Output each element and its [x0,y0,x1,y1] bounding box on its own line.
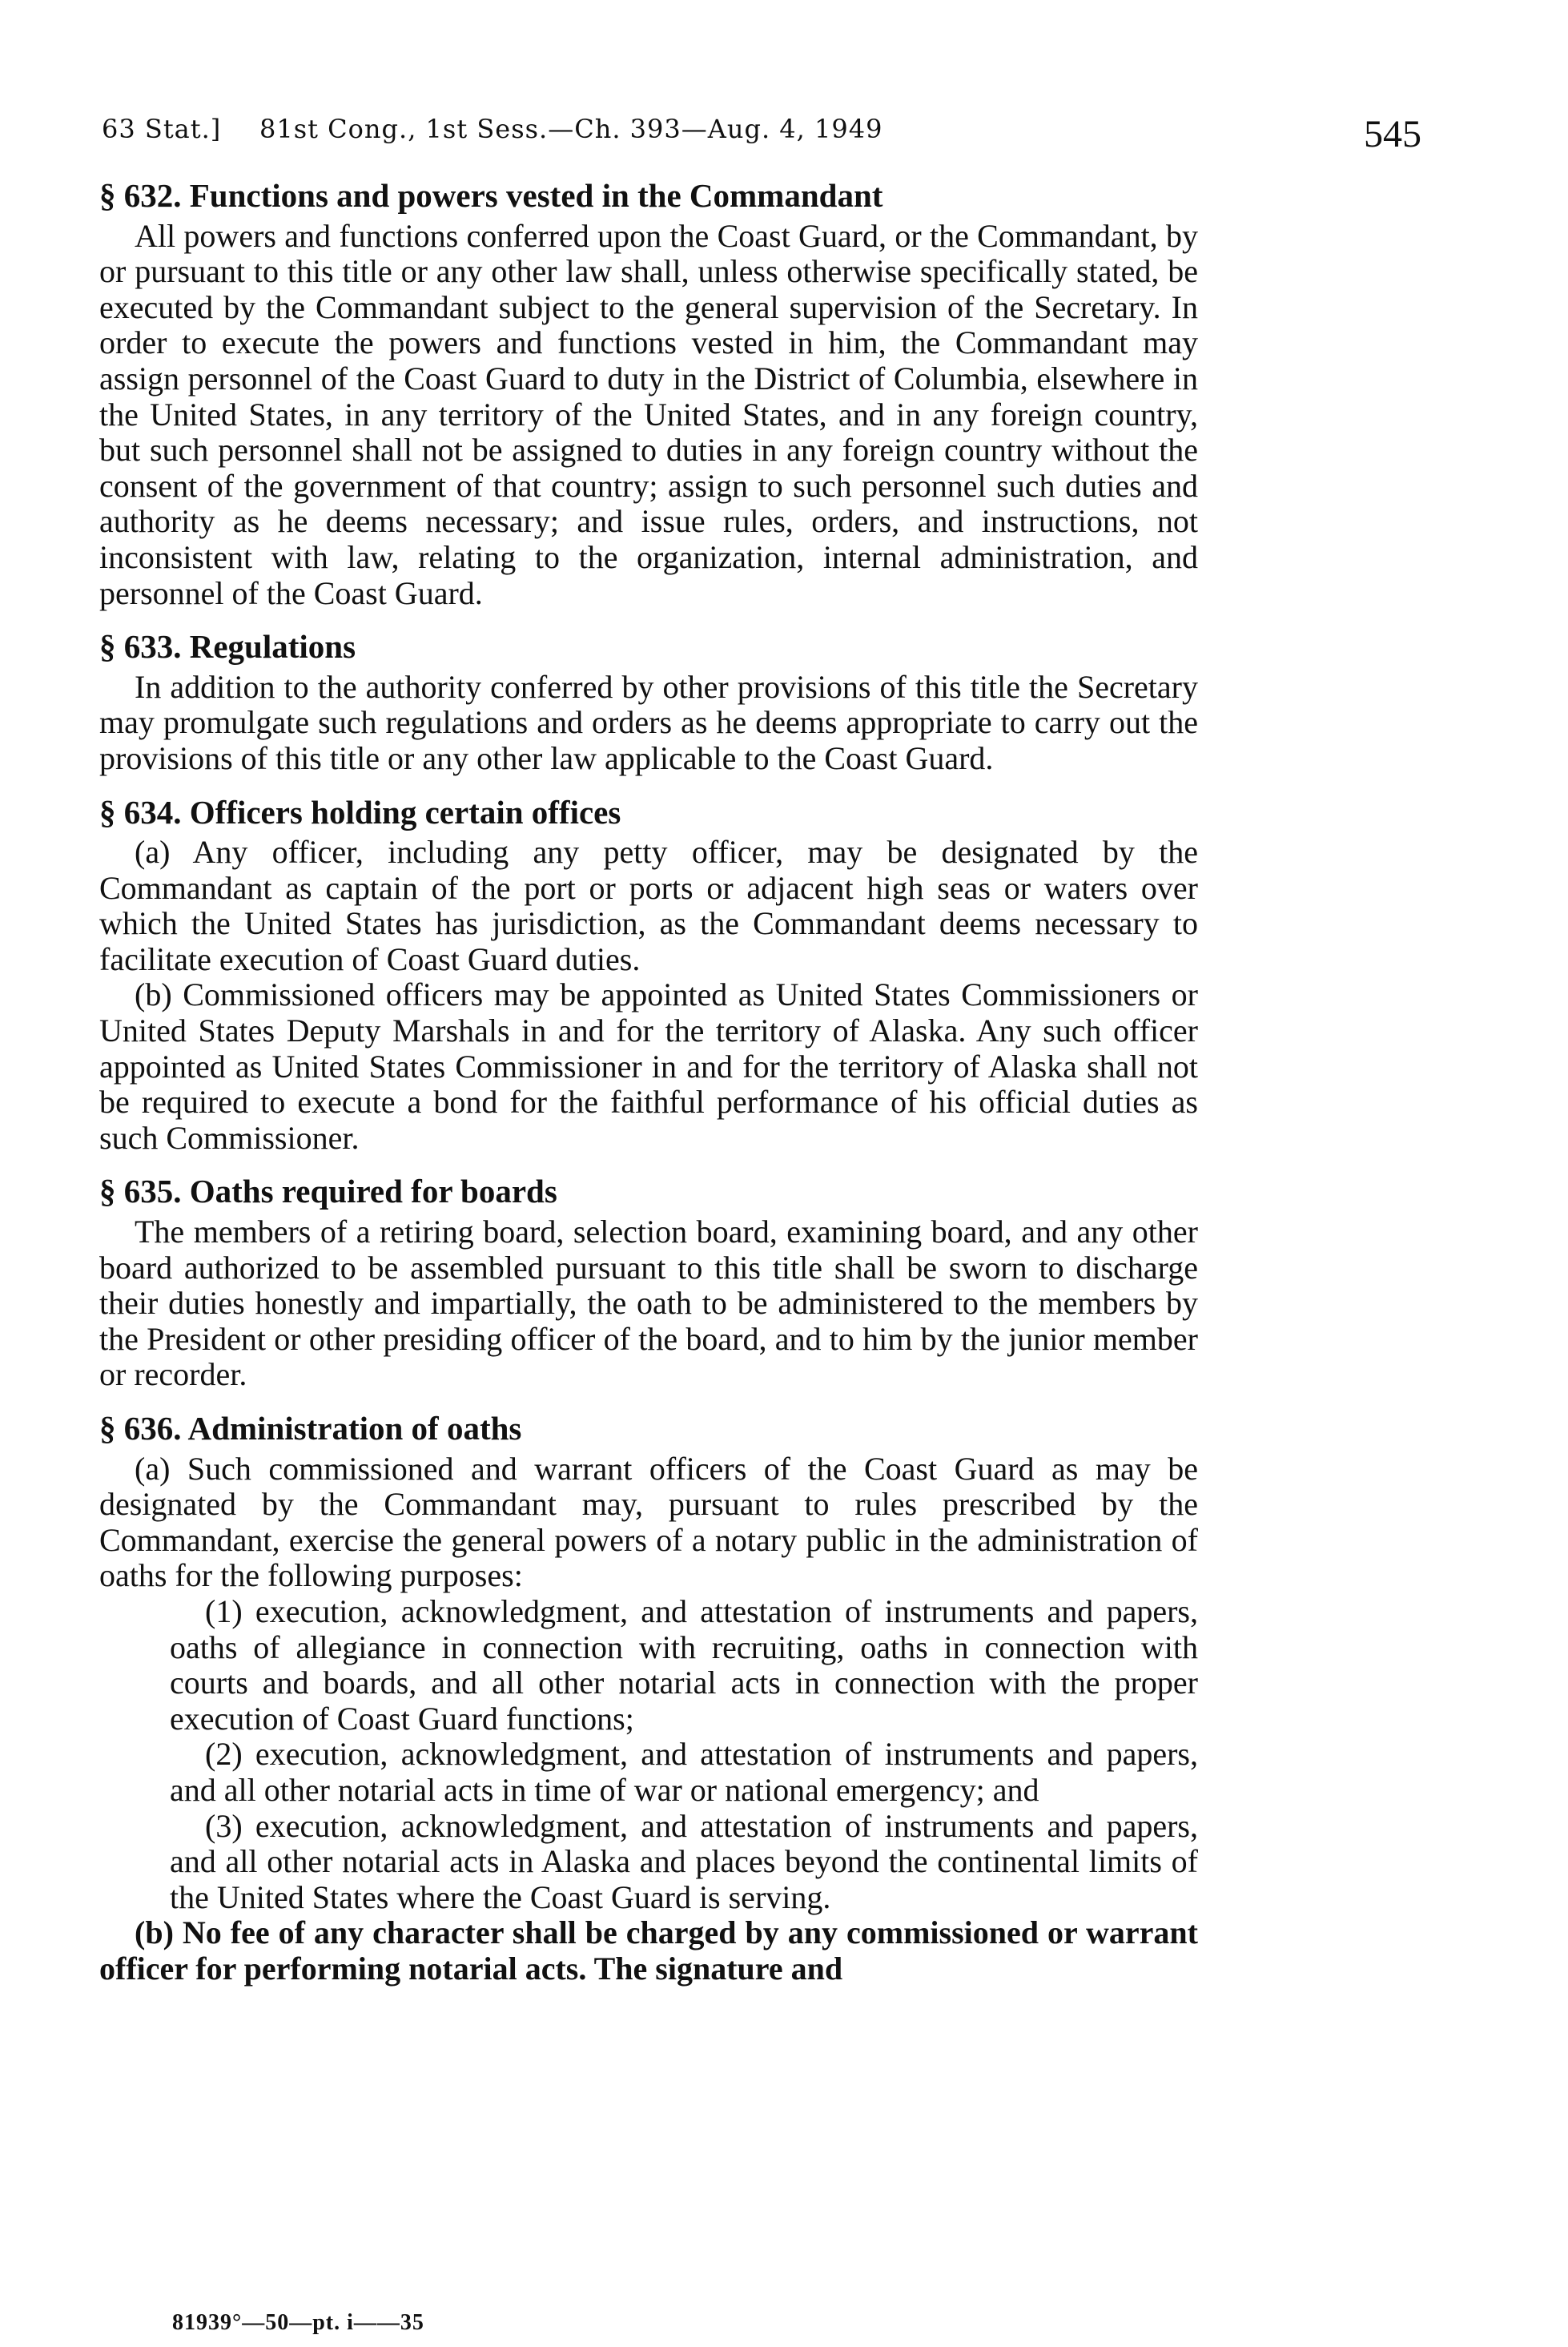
paragraph: In addition to the authority conferred by other provisions of this title the Secretary may promulgate such regulations and orders as he deems appropriate to carry out the provisions of this title or any other law applicable to the Coast Guard. [99,668,1198,776]
subsection-a: (a) Any officer, including any petty officer, may be designated by the Commandant as captain of the port or ports or adjacent high seas or waters over which the United States has jurisdiction, as the Commandant deems necessary to facilitate execution of Coast Guard duties. [99,834,1198,977]
section-heading: § 634. Officers holding certain offices [99,793,621,831]
section-634 [99,795,1198,1157]
section-heading: § 632. Functions and powers vested in the Commandant [99,177,883,214]
subsection-b: (b) No fee of any character shall be charged by any commissioned or warrant officer for performing notarial acts. The signature and [99,1914,1198,1987]
clause-2: (2) execution, acknowledgment, and attestation of instruments and papers, and all other notarial acts in time of war or national emergency; and [170,1736,1198,1808]
section-heading: § 635. Oaths required for boards [99,1173,557,1210]
page-number: 545 [1364,113,1421,155]
section-636 [99,1411,1198,1987]
paragraph: The members of a retiring board, selection board, examining board, and any other board authorized to be assembled pursuant to this title shall be sworn to discharge their duties honestly and impartially, the oath to be administered to the members by the President or other presiding officer of the board, and to him by the junior member or recorder. [99,1214,1198,1393]
print-code: 81939°—50—pt. i——35 [172,2310,424,2335]
subsection-a: (a) Such commissioned and warrant officers of the Coast Guard as may be designated by the Commandant may, pursuant to rules prescribed by the Commandant, exercise the general powers of a notary public in the administration of oaths for the following purposes: [99,1450,1198,1594]
section-635 [99,1174,1198,1393]
paragraph: All powers and functions conferred upon the Coast Guard, or the Commandant, by or pursuant to this title or any other law shall, unless otherwise specifically stated, be executed by the Commandant subject to the general supervision of the Secretary. In order to execute the powers and functions vested in him, the Commandant may assign personnel of the Coast Guard to duty in the District of Columbia, elsewhere in the United States, in any territory of the United States, and in any foreign country, but such personnel shall not be assigned to duties in any foreign country without the consent of the government of that country; assign to such personnel such duties and authority as he deems necessary; and issue rules, orders, and instructions, not inconsistent with law, relating to the organization, internal administration, and personnel of the Coast Guard. [99,217,1198,611]
running-head-volume: 63 Stat.] [102,114,222,144]
clause-1: (1) execution, acknowledgment, and attestation of instruments and papers, oaths of allegiance in connection with recruiting, oaths in connection with courts and boards, and all other notarial acts in connection with the proper execution of Coast Guard functions; [170,1592,1198,1737]
subsection-b: (b) Commissioned officers may be appointed as United States Commissioners or United States Deputy Marshals in and for the territory of Alaska. Any such officer appointed as United States Commissioner in and for the territory of Alaska shall not be required to execute a bond for the faithful performance of his official duties as such Commissioner. [99,976,1198,1156]
section-heading: § 636. Administration of oaths [99,1410,522,1447]
section-633 [99,629,1198,776]
statute-text [99,178,1198,2005]
section-632 [99,178,1198,611]
section-heading: § 633. Regulations [99,628,356,666]
running-head-session: 81st Cong., 1st Sess.—Ch. 393—Aug. 4, 1949 [259,114,883,144]
clause-3: (3) execution, acknowledgment, and attestation of instruments and papers, and all other notarial acts in Alaska and places beyond the continental limits of the United States where the Coast Guard is serving. [170,1807,1198,1915]
